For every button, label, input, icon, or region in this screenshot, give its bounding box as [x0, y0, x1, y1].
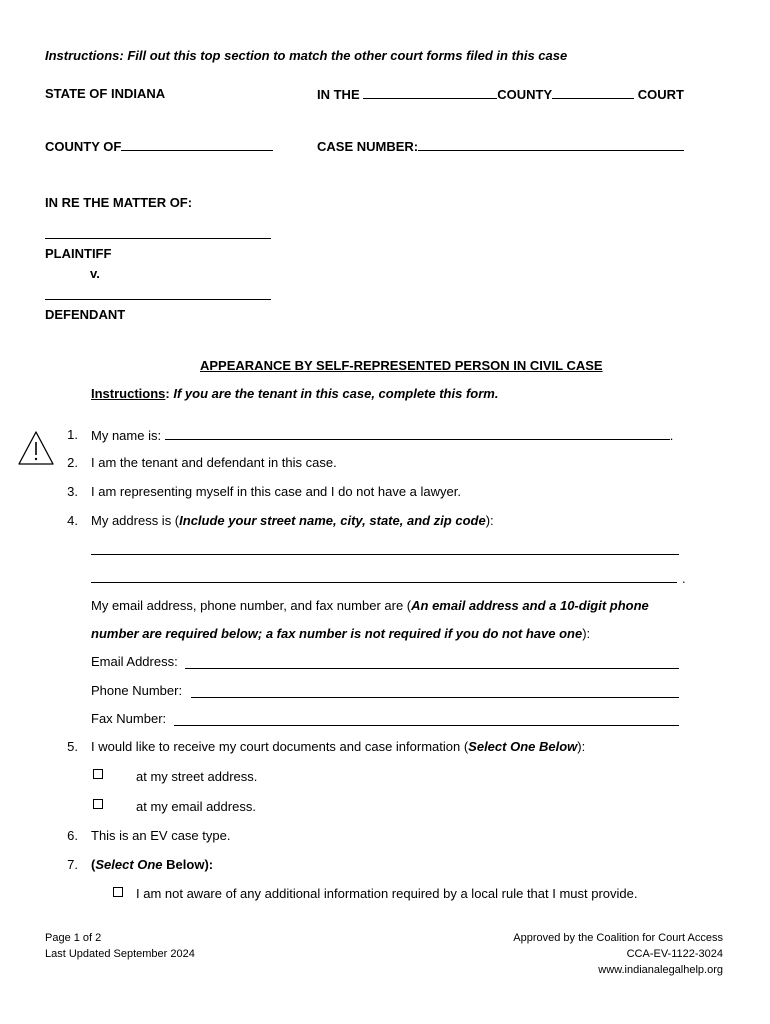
phone-field[interactable] [191, 697, 679, 698]
county-of-label: COUNTY OF [45, 139, 122, 154]
item-6-text: This is an EV case type. [91, 828, 231, 843]
county-label: COUNTY [497, 87, 553, 102]
item-4-pre: My address is ( [91, 513, 180, 528]
item-5-pre: I would like to receive my court documents and case information ( [91, 739, 469, 754]
case-number-field[interactable] [418, 138, 684, 151]
email-address-checkbox[interactable] [93, 799, 103, 809]
item-4-post: ): [485, 513, 494, 528]
in-re-label: IN RE THE MATTER OF: [45, 195, 193, 210]
item-1-label: My name is: [91, 428, 162, 443]
instructions-colon: : [165, 386, 170, 401]
county-name-field[interactable] [363, 86, 497, 99]
form-code: CCA-EV-1122-3024 [626, 948, 723, 960]
instructions-line [91, 386, 498, 401]
court-name-field[interactable] [552, 86, 634, 99]
item-3-text: I am representing myself in this case and I do not have a lawyer. [91, 484, 461, 499]
item-5-post: ): [577, 739, 586, 754]
item-7-text [91, 857, 213, 872]
in-the-label: IN THE [317, 87, 360, 102]
case-number-label: CASE NUMBER: [317, 139, 419, 154]
website-link[interactable]: www.indianalegalhelp.org [598, 964, 723, 976]
warning-triangle-icon [17, 430, 55, 469]
last-updated: Last Updated September 2024 [45, 948, 195, 960]
court-line [317, 86, 684, 102]
contact-bold-2: number are required below; a fax number is not required if you do not have one [91, 626, 583, 641]
item-7-bold: Below): [162, 857, 214, 872]
header-instructions: Instructions: Fill out this top section to match the other court forms filed in this case [45, 48, 568, 63]
case-number-line [317, 138, 684, 154]
instructions-label: Instructions [91, 386, 166, 401]
defendant-label: DEFENDANT [45, 307, 126, 322]
contact-text-line-2 [91, 626, 590, 641]
defendant-field[interactable] [45, 299, 271, 300]
item-1 [91, 427, 673, 443]
email-label: Email Address: [91, 654, 178, 669]
item-4-number: 4. [67, 513, 78, 528]
address-line-1-field[interactable] [91, 554, 679, 555]
state-label: STATE OF INDIANA [45, 86, 166, 101]
item-6-number: 6. [67, 828, 78, 843]
plaintiff-label: PLAINTIFF [45, 246, 112, 261]
phone-label: Phone Number: [91, 683, 183, 698]
county-of-line [45, 138, 273, 154]
item-4-bold: Include your street name, city, state, and zip code [179, 513, 486, 528]
local-rule-option: I am not aware of any additional information required by a local rule that I must provide. [136, 886, 638, 901]
fax-field[interactable] [174, 725, 679, 726]
item-7-bold-italic: Select One [95, 857, 163, 872]
item-3-number: 3. [67, 484, 78, 499]
contact-text-line-1 [91, 598, 649, 613]
versus-label: v. [90, 266, 100, 281]
email-field[interactable] [185, 668, 679, 669]
page-number: Page 1 of 2 [45, 932, 102, 944]
item-2-text: I am the tenant and defendant in this case. [91, 455, 337, 470]
item-5-bold: Select One Below [468, 739, 578, 754]
instructions-text: If you are the tenant in this case, complete this form. [173, 386, 499, 401]
item-7-number: 7. [67, 857, 78, 872]
contact-pre: My email address, phone number, and fax number are ( [91, 598, 412, 613]
name-field[interactable] [165, 427, 670, 440]
contact-bold-1: An email address and a 10-digit phone [411, 598, 649, 613]
address-end: . [682, 571, 686, 586]
form-title: APPEARANCE BY SELF-REPRESENTED PERSON IN CIVIL CASE [200, 358, 603, 373]
item-1-end: . [669, 428, 674, 443]
street-address-checkbox[interactable] [93, 769, 103, 779]
plaintiff-field[interactable] [45, 238, 271, 239]
item-1-number: 1. [67, 427, 78, 442]
street-address-option: at my street address. [136, 769, 258, 784]
item-7-open: ( [91, 857, 96, 872]
email-address-option: at my email address. [136, 799, 256, 814]
local-rule-checkbox[interactable] [113, 887, 123, 897]
fax-label: Fax Number: [91, 711, 167, 726]
item-4-text [91, 513, 494, 528]
contact-post: ): [582, 626, 591, 641]
item-5-number: 5. [67, 739, 78, 754]
court-label: COURT [637, 87, 684, 102]
item-5-text [91, 739, 585, 754]
approved-by: Approved by the Coalition for Court Access [513, 932, 723, 944]
county-of-field[interactable] [121, 138, 273, 151]
item-2-number: 2. [67, 455, 78, 470]
address-line-2-field[interactable] [91, 582, 677, 583]
